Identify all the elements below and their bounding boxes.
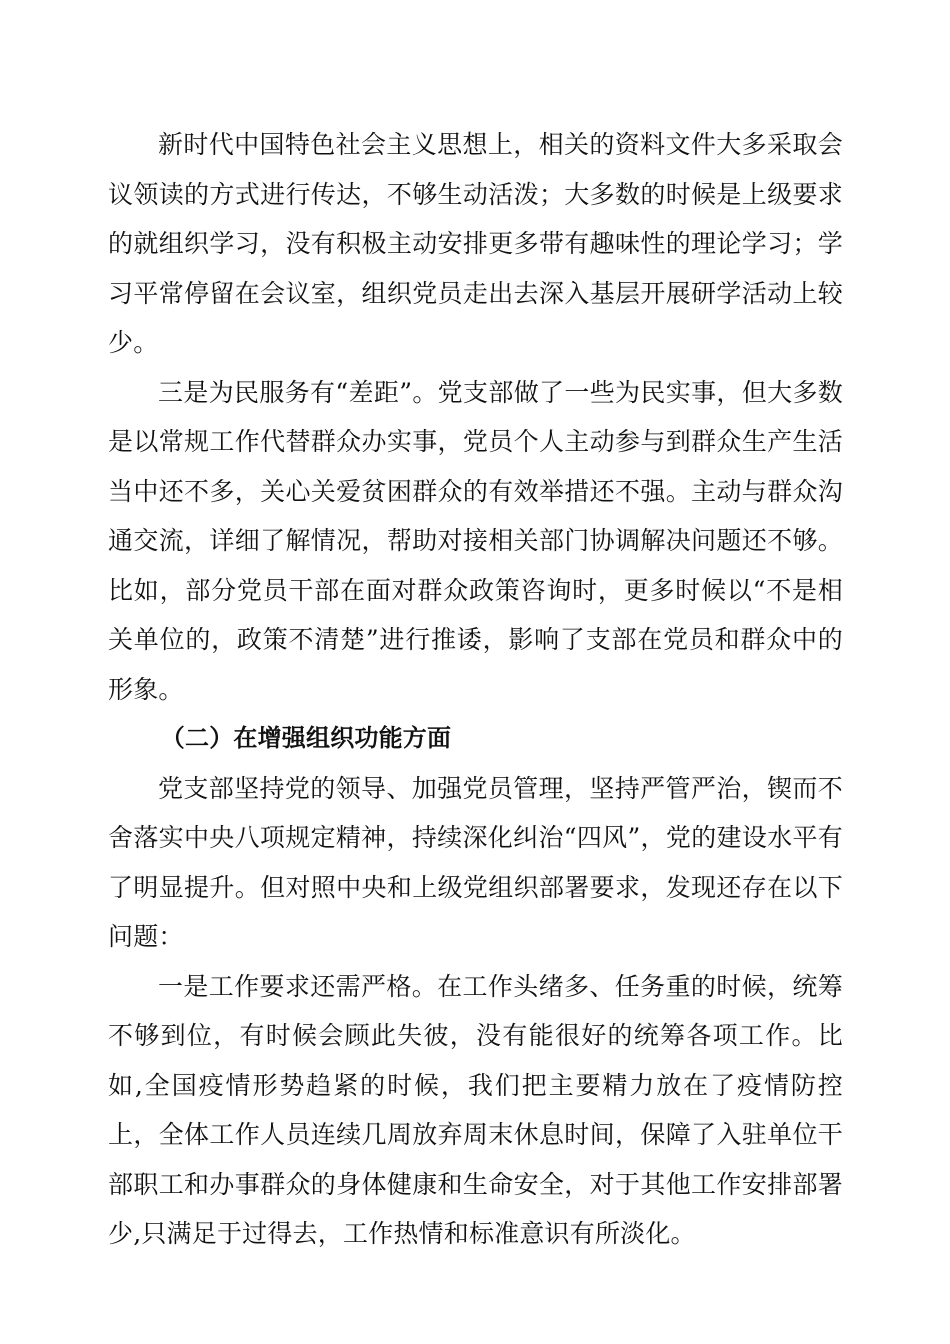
paragraph-service-gap: 三是为民服务有“差距”。党支部做了一些为民实事，但大多数是以常规工作代替群众办实事，党员个人主动参与到群众生产生活当中还不多，关心关爱贫困群众的有效举措还不强。主动与群众沟通交流，详细了解情况，帮助对接相关部门协调解决问题还不够。比如，部分党员干部在面对群众政策咨询时，更多时候以“不是相关单位的，政策不清楚”进行推诿，影响了支部在党员和群众中的形象。 [108,377,843,704]
paragraph-study-methods: 新时代中国特色社会主义思想上，相关的资料文件大多采取会议领读的方式进行传达，不够生动活泼；大多数的时候是上级要求的就组织学习，没有积极主动安排更多带有趣味性的理论学习；学习平常停留在会议室，组织党员走出去深入基层开展研学活动上较少。 [108,130,843,357]
paragraph-organization-intro: 党支部坚持党的领导、加强党员管理，坚持严管严治，锲而不舍落实中央八项规定精神，持续深化纠治“四风”，党的建设水平有了明显提升。但对照中央和上级党组织部署要求，发现还存在以下问题： [108,773,843,951]
section-heading: （二）在增强组织功能方面 [160,724,452,752]
paragraph-work-requirements: 一是工作要求还需严格。在工作头绪多、任务重的时候，统筹不够到位，有时候会顾此失彼，没有能很好的统筹各项工作。比如,全国疫情形势趋紧的时候，我们把主要精力放在了疫情防控上，全体工作人员连续几周放弃周末休息时间，保障了入驻单位干部职工和办事群众的身体健康和生命安全，对于其他工作安排部署少,只满足于过得去，工作热情和标准意识有所淡化。 [108,971,843,1248]
document-body [108,120,843,1259]
